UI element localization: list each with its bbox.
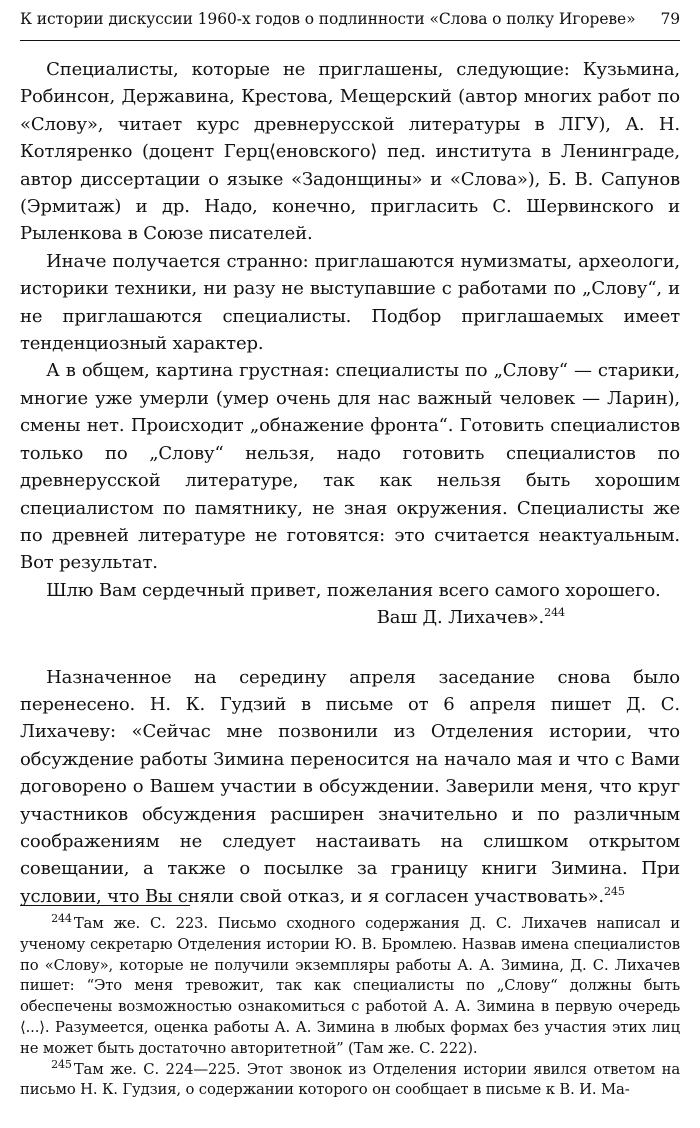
paragraph	[20, 664, 680, 911]
section-gap	[20, 632, 680, 664]
footnote-number: 245	[51, 1057, 72, 1071]
footnote-ref-245[interactable]: 245	[603, 884, 625, 898]
footnote-ref-244[interactable]: 244	[544, 606, 565, 620]
main-text	[20, 56, 680, 910]
footnote-text: Там же. С. 223. Письмо сходного содержания Д. С. Лихачев написал и ученому секретарю Отделения истории Ю. В. Бромлею. Назвав имена специалистов по «Слову», которые не получили экземпляры работы А. А. Зимина, Д. С. Лихачев пишет: “Это меня тревожит, так как специалисты по „Слову“ должны быть обеспечены возможностью ознакомиться с работой А. А. Зимина в первую очередь ⟨...⟩. Разумеется, оценка работы А. А. Зимина в любых формах без участия этих лиц не может быть достаточно авторитетной” (Там же. С. 222).	[20, 915, 680, 1057]
paragraph: Иначе получается странно: приглашаются нумизматы, археологи, историки техники, ни разу не выступавшие с работами по „Слову“, и не приглашаются специалисты. Подбор приглашаемых имеет тенденциозный характер.	[20, 250, 680, 355]
footnote-number: 244	[51, 912, 72, 926]
paragraph: Шлю Вам сердечный привет, пожелания всего самого хорошего.	[46, 579, 661, 601]
footnote-245	[20, 1057, 680, 1102]
footnote-244	[20, 914, 680, 1060]
page-number: 79	[660, 10, 680, 28]
signature	[20, 604, 680, 631]
signature-text: Ваш Д. Лихачев».	[376, 607, 545, 629]
paragraph: А в общем, картина грустная: специалисты по „Слову“ — старики, многие уже умерли (умер очень для нас важный человек — Ларин), смены нет. Происходит „обнажение фронта“. Готовить специалистов только по „Слову“ нельзя, надо готовить специалистов по древнерусской литературе, так как нельзя быть хорошим специалистом по памятнику, не зная окружения. Специалисты же по древней литературе не готовятся: это считается неактуальным. Вот результат.	[20, 360, 680, 574]
running-title: К истории дискуссии 1960-х годов о подлинности «Слова о полку Игореве»	[20, 10, 636, 28]
footnote-text: Там же. С. 224—225. Этот звонок из Отделения истории явился ответом на письмо Н. К. Гудзия, о содержании которого он сообщает в письме к В. И. Ма-	[20, 1060, 680, 1099]
paragraph: Специалисты, которые не приглашены, следующие: Кузьмина, Робинсон, Державина, Крестова, Мещерский (автор многих работ по «Слову», читает курс древнерусской литературы в ЛГУ), А. Н. Котляренко (доцент Герц⟨еновского⟩ пед. института в Ленинграде, автор диссертации о языке «Задонщины» и «Слова»), Б. В. Сапунов (Эрмитаж) и др. Надо, конечно, пригласить С. Шервинского и Рыленкова в Союзе писателей.	[20, 59, 680, 245]
header-rule	[20, 40, 680, 41]
paragraph-text: Назначенное на середину апреля заседание снова было перенесено. Н. К. Гудзий в письме от 6 апреля пишет Д. С. Лихачеву: «Сейчас мне позвонили из Отделения истории, что обсуждение работы Зимина переносится на начало мая и что с Вами договорено о Вашем участии в обсуждении. Заверили меня, что круг участников обсуждения расширен значительно и по различным соображениям не следует настаивать на слишком открытом совещании, а также о посылке за границу книги Зимина. При условии, что Вы сняли свой отказ, и я согласен участвовать».	[20, 666, 680, 907]
footnotes	[20, 914, 680, 1101]
page-header	[20, 10, 680, 28]
footnote-rule	[20, 905, 190, 906]
